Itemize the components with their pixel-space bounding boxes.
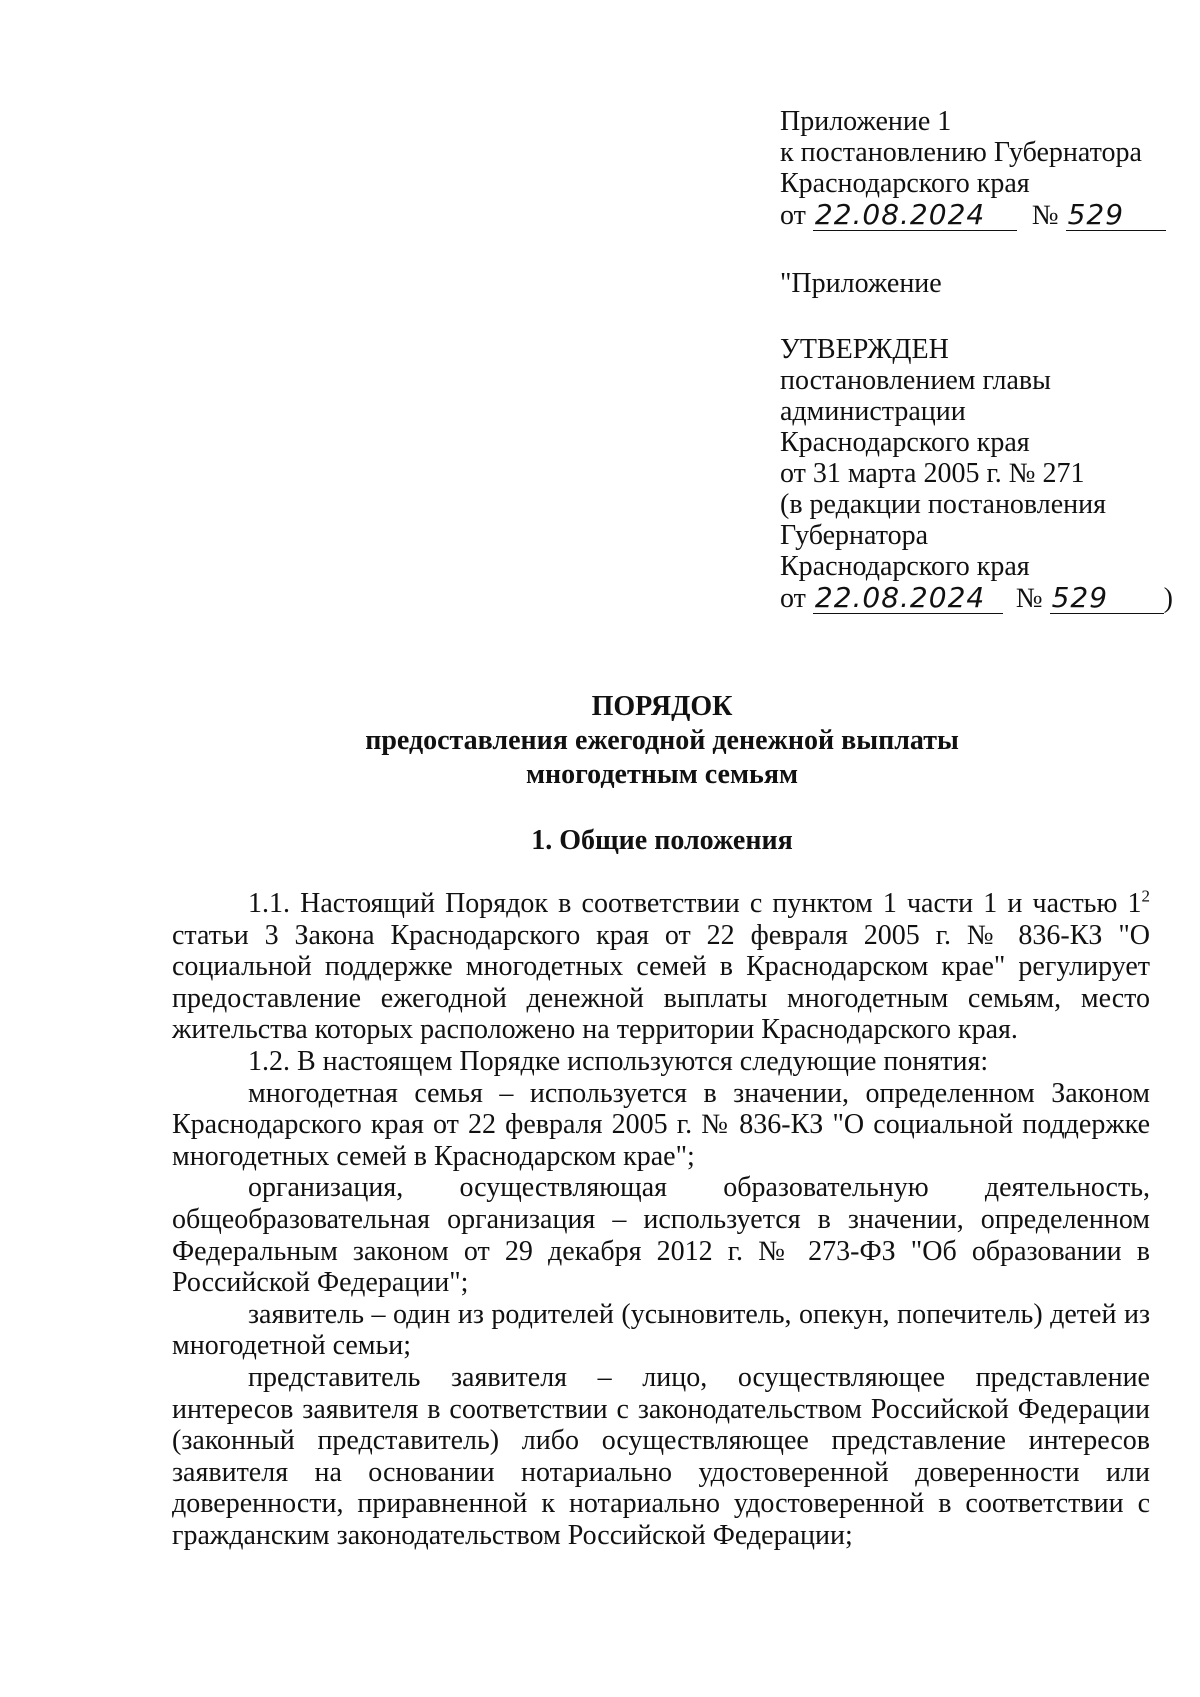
attachment-line-1: Приложение 1 [780, 106, 952, 137]
date-prefix: от [780, 200, 806, 231]
appendix-label: "Приложение [780, 268, 942, 299]
attachment-date-line [780, 199, 1180, 231]
number-sign: № [1031, 200, 1059, 231]
handwritten-date: 22.08.2024 [813, 582, 1003, 614]
section-heading: 1. Общие положения [531, 825, 793, 856]
handwritten-number: 529 [1050, 582, 1164, 614]
p1-text-a: 1.1. Настоящий Порядок в соответствии с пунктом 1 части 1 и частью 1 [248, 888, 1142, 919]
attachment-line-3: Краснодарского края [780, 168, 1030, 199]
number-sign: № [1015, 583, 1043, 614]
attachment-header [780, 106, 1180, 231]
approval-line: Краснодарского края [780, 427, 1030, 458]
p1-text-b: статьи 3 Закона Краснодарского края от 22 февраля 2005 г. № 836-КЗ "О социальной поддержке многодетных семей в Краснодарском крае" регулирует предоставление ежегодной денежной выплаты многодетным семьям, место жительства которых расположено на территории Краснодарского края. [172, 919, 1150, 1046]
title-subtitle-2: многодетным семьям [525, 759, 799, 790]
definition-applicant-representative: представитель заявителя – лицо, осуществляющее представление интересов заявителя в соответствии с законодательством Российской Федерации (законный представитель) либо осуществляющее представление интересов заявителя на основании нотариально удостоверенной доверенности или доверенности, приравненной к нотариально удостоверенной в соответствии с гражданским законодательством Российской Федерации; [172, 1361, 1150, 1551]
title-main: ПОРЯДОК [591, 691, 733, 722]
handwritten-date: 22.08.2024 [813, 199, 1017, 231]
approval-date-line [780, 582, 1180, 614]
approval-line: Краснодарского края [780, 551, 1030, 582]
definition-large-family: многодетная семья – используется в значении, определенном Законом Краснодарского края от 22 февраля 2005 г. № 836-КЗ "О социальной поддержке многодетных семей в Краснодарском крае"; [172, 1077, 1150, 1172]
superscript: 2 [1141, 886, 1150, 906]
approval-line: от 31 марта 2005 г. № 271 [780, 458, 1085, 489]
approved-stamp-text: УТВЕРЖДЕН [780, 334, 949, 365]
paragraph-1-1 [172, 888, 1150, 1046]
date-prefix: от [780, 583, 806, 614]
approval-line: постановлением главы [780, 365, 1051, 396]
attachment-line-2: к постановлению Губернатора [780, 137, 1142, 168]
handwritten-number: 529 [1066, 199, 1166, 231]
approval-line: администрации [780, 396, 966, 427]
paragraph-1-2: 1.2. В настоящем Порядке используются следующие понятия: [248, 1045, 989, 1077]
approval-line: Губернатора [780, 520, 929, 551]
closing-paren: ) [1163, 583, 1173, 614]
section-body [172, 888, 1150, 1551]
document-title [172, 690, 1152, 792]
approval-block [780, 334, 1180, 614]
approval-line: (в редакции постановления [780, 489, 1107, 520]
definition-applicant: заявитель – один из родителей (усыновитель, опекун, попечитель) детей из многодетной семьи; [172, 1298, 1150, 1362]
definition-educational-organization: организация, осуществляющая образовательную деятельность, общеобразовательная организация – используется в значении, определенном Федеральным законом от 29 декабря 2012 г. № 273-ФЗ "Об образовании в Российской Федерации"; [172, 1172, 1150, 1299]
title-subtitle-1: предоставления ежегодной денежной выплаты [365, 725, 959, 756]
